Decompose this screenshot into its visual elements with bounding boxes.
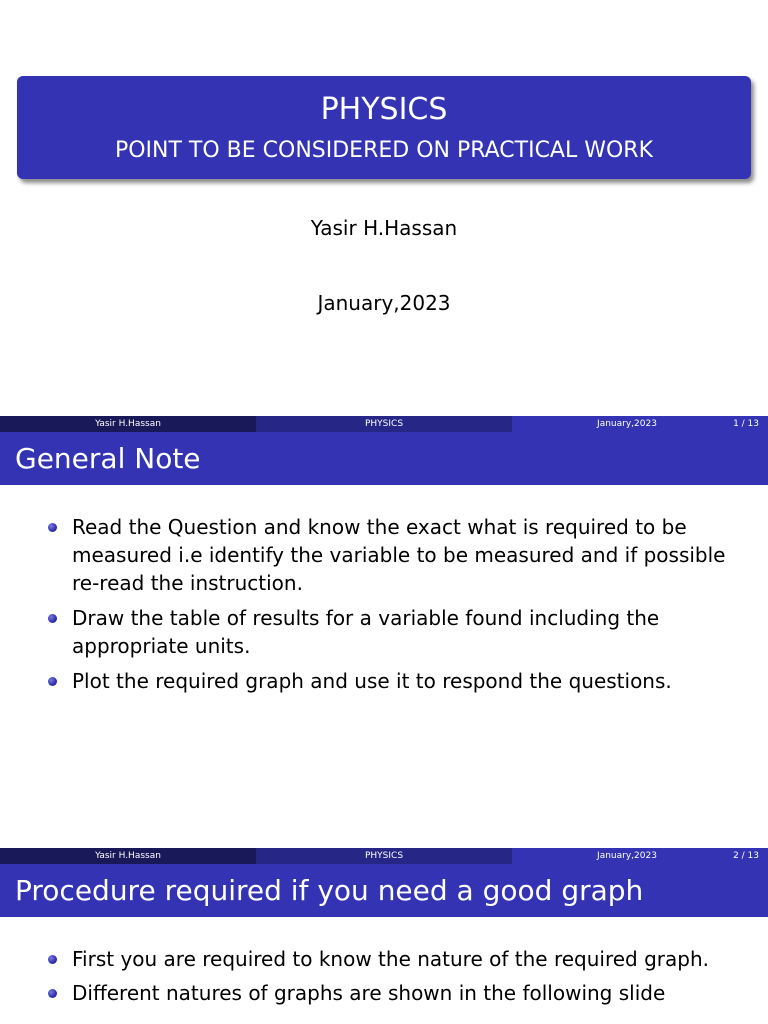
footline-date-section: [512, 848, 768, 864]
frame-title: Procedure required if you need a good graph: [15, 874, 644, 907]
list-item-text: Draw the table of results for a variable found including the appropriate units.: [72, 606, 660, 658]
list-item: [0, 604, 768, 660]
list-item-text: First you are required to know the nature of the required graph.: [72, 947, 710, 971]
footline-title: PHYSICS: [256, 848, 512, 864]
bullet-list: [0, 513, 768, 695]
list-item: [0, 979, 768, 1007]
footline-date: January,2023: [597, 851, 657, 861]
bullet-icon: [48, 614, 57, 623]
bullet-list: [0, 945, 768, 1007]
list-item: [0, 945, 768, 973]
presentation-title: PHYSICS: [320, 92, 448, 127]
footline-slide-2: [0, 848, 768, 864]
frame-title: General Note: [15, 442, 201, 475]
list-item-text: Different natures of graphs are shown in the following slide: [72, 981, 666, 1005]
footline-page-number: 2 / 13: [733, 851, 759, 861]
footline-author: Yasir H.Hassan: [0, 416, 256, 432]
list-item-text: Read the Question and know the exact what is required to be measured i.e identify the variable to be measured and if possible re-read the instruction.: [72, 515, 726, 595]
frame-title-bar: [0, 432, 768, 485]
bullet-icon: [48, 523, 57, 532]
bullet-icon: [48, 989, 57, 998]
footline-page-number: 1 / 13: [733, 419, 759, 429]
bullet-icon: [48, 677, 57, 686]
footline-date: January,2023: [597, 419, 657, 429]
title-block: [17, 76, 751, 179]
footline-slide-1: [0, 416, 768, 432]
bullet-icon: [48, 955, 57, 964]
frame-title-bar: [0, 864, 768, 917]
footline-date-section: [512, 416, 768, 432]
list-item: [0, 667, 768, 695]
presentation-date: January,2023: [317, 291, 451, 315]
presentation-subtitle: POINT TO BE CONSIDERED ON PRACTICAL WORK: [114, 138, 654, 163]
list-item: [0, 513, 768, 597]
presentation-author: Yasir H.Hassan: [310, 216, 458, 240]
list-item-text: Plot the required graph and use it to respond the questions.: [72, 669, 672, 693]
footline-author: Yasir H.Hassan: [0, 848, 256, 864]
footline-title: PHYSICS: [256, 416, 512, 432]
